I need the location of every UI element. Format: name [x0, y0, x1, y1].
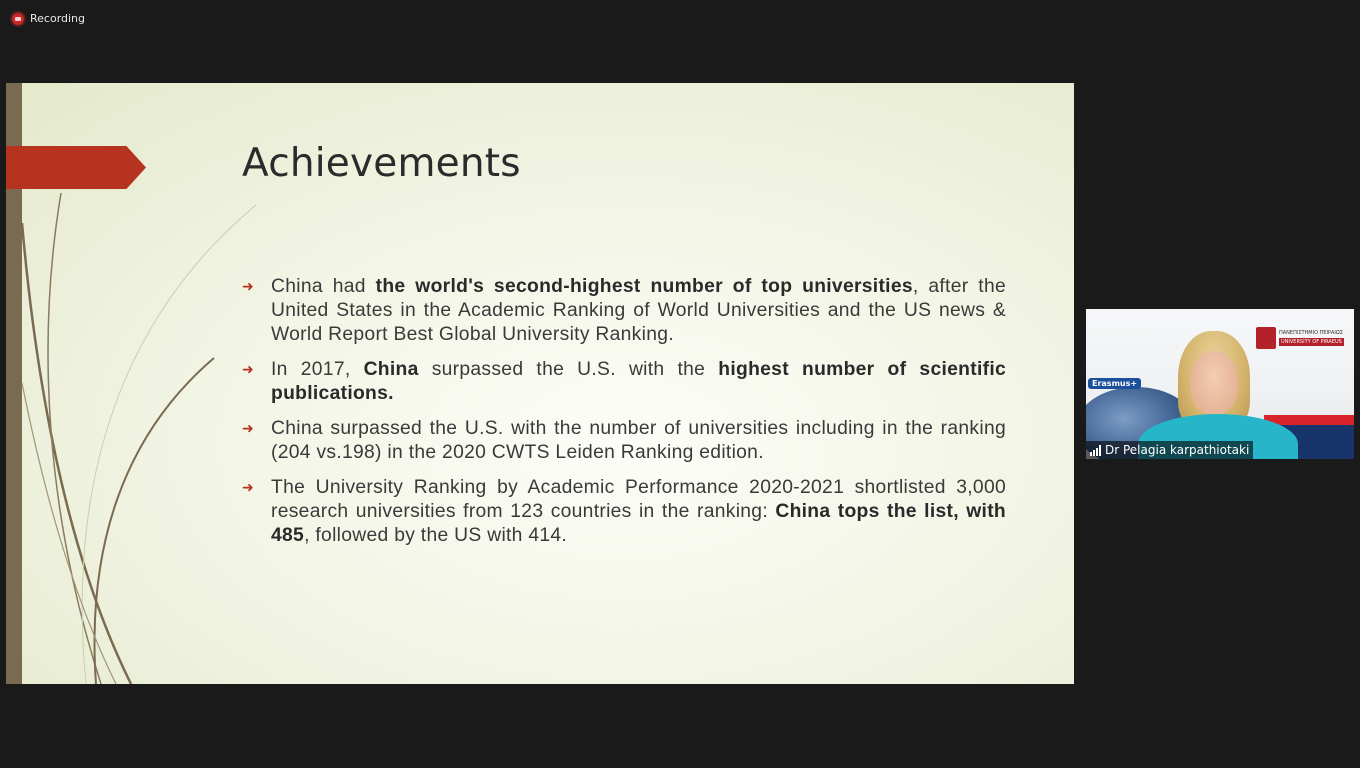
slide-bullet [242, 275, 1006, 347]
erasmus-badge: Erasmus+ [1088, 378, 1141, 389]
recording-icon [12, 13, 24, 25]
slide-bullet-text: In 2017, China surpassed the U.S. with the highest number of scientific publications. [271, 359, 1006, 404]
slide-title: Achievements [242, 141, 521, 186]
slide-bullet-text: The University Ranking by Academic Performance 2020-2021 shortlisted 3,000 research universities from 123 countries in the ranking: China tops the list, with 485, followed by the US with 414. [271, 477, 1006, 546]
participant-face [1190, 351, 1238, 415]
slide-bullet [242, 417, 1006, 465]
participant-video-tile[interactable] [1086, 309, 1354, 459]
slide-bullet-text: China surpassed the U.S. with the number of universities including in the ranking (204 vs.198) in the 2020 CWTS Leiden Ranking edition. [271, 418, 1006, 463]
arrow-bullet-icon: ➜ [242, 480, 254, 496]
arrow-bullet-icon: ➜ [242, 279, 254, 295]
recording-indicator[interactable] [12, 12, 85, 25]
arrow-bullet-icon: ➜ [242, 421, 254, 437]
slide-bullet [242, 358, 1006, 406]
signal-strength-icon [1090, 445, 1101, 456]
slide-title-arrow [6, 146, 146, 189]
arrow-bullet-icon: ➜ [242, 362, 254, 378]
slide-bullet [242, 476, 1006, 548]
logo-english-text: UNIVERSITY OF PIRAEUS [1281, 339, 1342, 345]
university-logo [1256, 327, 1344, 349]
recording-label: Recording [30, 12, 86, 25]
participant-name-label [1086, 441, 1253, 459]
university-crest-icon [1256, 327, 1276, 349]
participant-name: Dr Pelagia karpathiotaki [1105, 443, 1250, 457]
shared-slide [6, 83, 1074, 684]
logo-greek-text: ΠΑΝΕΠΙΣΤΗΜΙΟ ΠΕΙΡΑΙΩΣ [1279, 330, 1343, 336]
slide-bullet-text: China had the world's second-highest number of top universities, after the United States in the Academic Ranking of World Universities and the US news & World Report Best Global University Ranking. [271, 276, 1006, 345]
slide-bullet-list [242, 275, 1006, 559]
